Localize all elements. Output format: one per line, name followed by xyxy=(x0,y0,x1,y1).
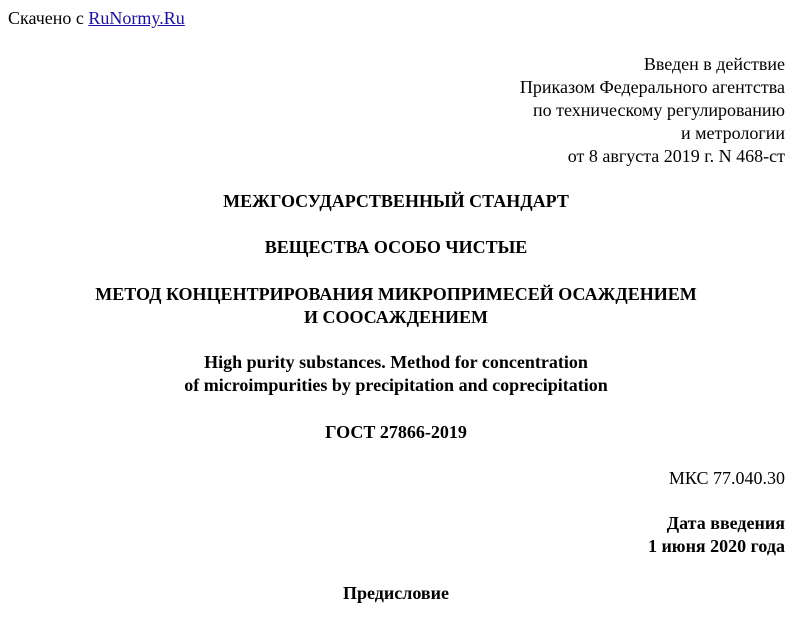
source-line xyxy=(8,7,185,30)
foreword-heading: Предисловие xyxy=(343,583,449,603)
enactment-line: по техническому регулированию xyxy=(532,100,785,120)
introduction-date-value: 1 июня 2020 года xyxy=(647,536,785,556)
standard-designation: ГОСТ 27866-2019 xyxy=(325,422,467,442)
standard-type-heading: МЕЖГОСУДАРСТВЕННЫЙ СТАНДАРТ xyxy=(223,191,569,211)
document-title: ВЕЩЕСТВА ОСОБО ЧИСТЫЕ xyxy=(264,237,528,257)
source-prefix: Скачено с xyxy=(8,8,89,28)
enactment-line: и метрологии xyxy=(681,123,785,143)
enactment-line: Введен в действие xyxy=(643,54,785,74)
document-subtitle xyxy=(0,283,792,329)
enactment-line: от 8 августа 2019 г. N 468-ст xyxy=(567,146,785,166)
subtitle-line: МЕТОД КОНЦЕНТРИРОВАНИЯ МИКРОПРИМЕСЕЙ ОСАЖДЕНИЕМ xyxy=(95,284,697,304)
introduction-date-label: Дата введения xyxy=(666,513,785,533)
introduction-date-block xyxy=(648,512,785,558)
subtitle-line: И СООСАЖДЕНИЕМ xyxy=(303,307,488,327)
enactment-block xyxy=(520,53,785,168)
mks-code: МКС 77.040.30 xyxy=(668,468,785,488)
english-title xyxy=(0,351,792,397)
english-title-line: of microimpurities by precipitation and coprecipitation xyxy=(184,375,608,395)
source-link[interactable]: RuNormy.Ru xyxy=(88,8,185,28)
enactment-line: Приказом Федерального агентства xyxy=(519,77,785,97)
english-title-line: High purity substances. Method for concentration xyxy=(204,352,588,372)
